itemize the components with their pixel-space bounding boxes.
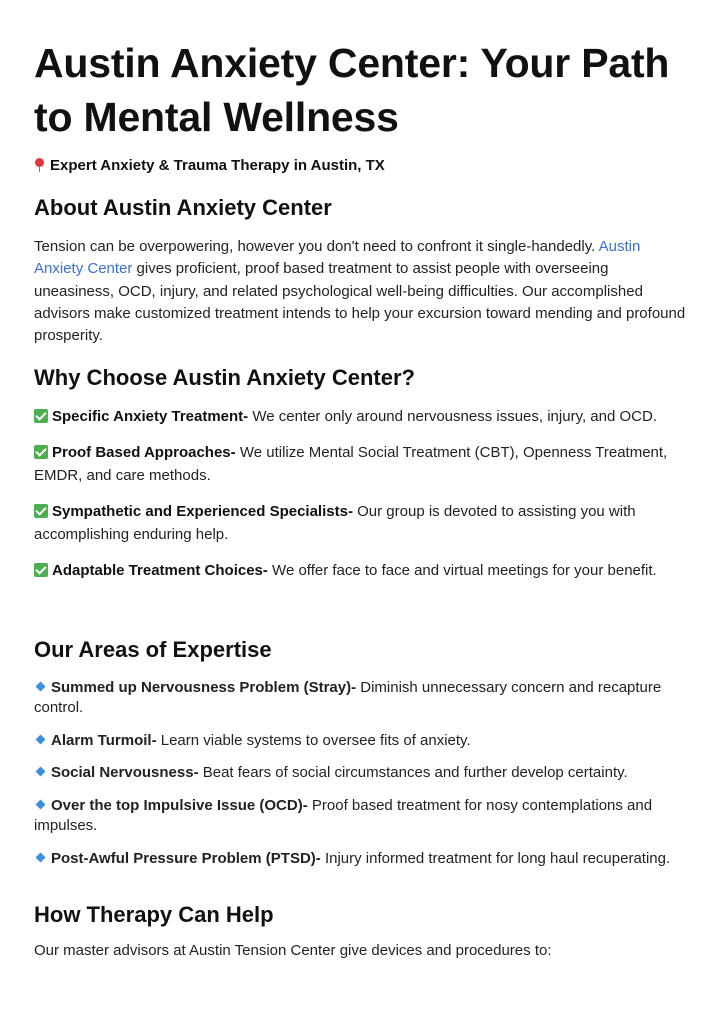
check-icon: [34, 445, 48, 459]
why-item-label: Sympathetic and Experienced Specialists-: [52, 503, 353, 520]
therapy-paragraph: Our master advisors at Austin Tension Center give devices and procedures to:: [34, 942, 552, 959]
expertise-item: [34, 731, 686, 751]
about-paragraph: [34, 236, 686, 347]
why-heading: Why Choose Austin Anxiety Center?: [34, 365, 415, 390]
why-item-text: We offer face to face and virtual meetings for your benefit.: [267, 562, 657, 579]
expertise-item-text: Beat fears of social circumstances and further develop certainty.: [198, 764, 628, 781]
austin-anxiety-center-link[interactable]: Austin Anxiety Center: [34, 238, 641, 278]
why-item: [34, 442, 686, 487]
expertise-item-text: Proof based treatment for nosy contemplations and impulses.: [34, 797, 653, 834]
expertise-item-label: Alarm Turmoil-: [51, 732, 157, 749]
expertise-item: [34, 678, 686, 717]
about-text-after: gives proficient, proof based treatment to assist people with overseeing uneasiness, OCD, injury, and related psychological well-being difficulties. Our accomplished advisors make customized treatment intends to help your excursion toward mending and profound prosperity.: [34, 260, 686, 345]
expertise-item-text: Injury informed treatment for long haul recuperating.: [320, 850, 671, 867]
check-icon: [34, 409, 48, 423]
why-item: [34, 406, 686, 429]
about-heading: About Austin Anxiety Center: [34, 195, 332, 220]
pin-icon: [34, 158, 44, 172]
why-item-text: We utilize Mental Social Treatment (CBT), Openness Treatment, EMDR, and care methods.: [34, 444, 668, 484]
why-item-label: Adaptable Treatment Choices-: [52, 562, 268, 579]
diamond-icon: [36, 853, 46, 863]
expertise-item-label: Over the top Impulsive Issue (OCD)-: [51, 797, 308, 814]
expertise-item: [34, 763, 686, 783]
check-icon: [34, 563, 48, 577]
why-item-text: We center only around nervousness issues, injury, and OCD.: [248, 408, 657, 425]
expertise-item-label: Post-Awful Pressure Problem (PTSD)-: [51, 850, 321, 867]
therapy-heading: How Therapy Can Help: [34, 902, 274, 927]
subtitle-text: Expert Anxiety & Trauma Therapy in Austin, TX: [50, 157, 385, 174]
page-subtitle: [34, 157, 385, 174]
diamond-icon: [36, 735, 46, 745]
why-item-label: Proof Based Approaches-: [52, 444, 236, 461]
diamond-icon: [36, 800, 46, 810]
expertise-item-text: Learn viable systems to oversee fits of anxiety.: [156, 732, 471, 749]
diamond-icon: [36, 682, 46, 692]
diamond-icon: [36, 767, 46, 777]
why-item-label: Specific Anxiety Treatment-: [52, 408, 249, 425]
expertise-item-label: Social Nervousness-: [51, 764, 199, 781]
page-title: Austin Anxiety Center: Your Path to Mental Wellness: [34, 40, 670, 140]
expertise-item-label: Summed up Nervousness Problem (Stray)-: [51, 679, 357, 696]
why-item: [34, 560, 686, 583]
expertise-item: [34, 849, 686, 869]
why-item-text: Our group is devoted to assisting you with accomplishing enduring help.: [34, 503, 636, 543]
expertise-item: [34, 796, 686, 835]
why-item: [34, 501, 686, 546]
about-text-before: Tension can be overpowering, however you don't need to confront it single-handedly.: [34, 238, 599, 255]
expertise-item-text: Diminish unnecessary concern and recapture control.: [34, 679, 662, 716]
check-icon: [34, 504, 48, 518]
expertise-heading: Our Areas of Expertise: [34, 637, 272, 662]
